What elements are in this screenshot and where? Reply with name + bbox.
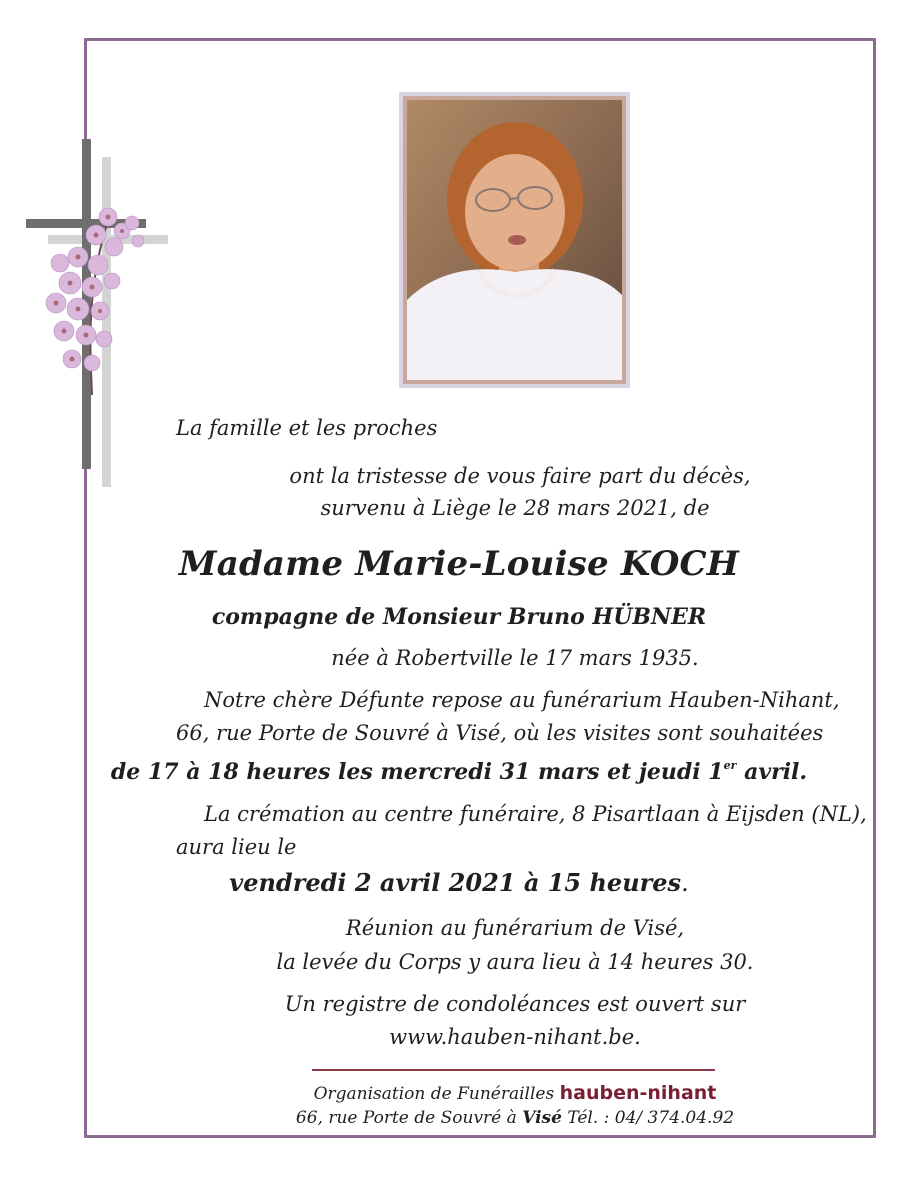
brand-logo: hauben-nihant	[559, 1082, 717, 1104]
visits-end: avril.	[736, 759, 808, 785]
cross-with-orchids-icon	[20, 135, 180, 495]
cremation-date: vendredi 2 avril 2021 à 15 heures	[229, 868, 682, 897]
cremation-date-line	[0, 868, 918, 897]
meeting-line-1: Réunion au funérarium de Visé,	[345, 916, 685, 940]
portrait-frame	[399, 92, 630, 388]
cremation-line-1: La crémation au centre funéraire, 8 Pisartlaan à Eijsden (NL),	[204, 802, 867, 826]
rest-line-1: Notre chère Défunte repose au funérarium Hauben-Nihant,	[204, 688, 840, 712]
footer-address	[0, 1108, 918, 1128]
visits-text: de 17 à 18 heures les mercredi 31 mars et jeudi 1	[110, 759, 724, 785]
footer-divider	[312, 1069, 715, 1071]
partner-line: compagne de Monsieur Bruno HÜBNER	[211, 604, 707, 630]
register-link[interactable]: www.hauben-nihant.be.	[389, 1025, 641, 1049]
deceased-name: Madame Marie-Louise KOCH	[178, 544, 740, 584]
birth-line: née à Robertville le 17 mars 1935.	[331, 646, 699, 670]
cremation-line-2: aura lieu le	[176, 835, 297, 859]
portrait-photo	[403, 96, 626, 384]
rest-line-2: 66, rue Porte de Souvré à Visé, où les visites sont souhaitées	[176, 721, 824, 745]
announcement-line-1: ont la tristesse de vous faire part du décès,	[289, 464, 751, 488]
footer-phone: Tél. : 04/ 374.04.92	[561, 1108, 735, 1128]
meeting-line-2: la levée du Corps y aura lieu à 14 heures 30.	[276, 950, 754, 974]
register-line-1: Un registre de condoléances est ouvert sur	[284, 992, 746, 1016]
announcement-line-2: survenu à Liège le 28 mars 2021, de	[320, 496, 710, 520]
footer-org-label: Organisation de Funérailles	[313, 1084, 560, 1104]
footer-address-prefix: 66, rue Porte de Souvré à	[295, 1108, 523, 1128]
intro-line: La famille et les proches	[176, 416, 438, 440]
visits-superscript: er	[723, 759, 737, 772]
footer-organisation	[0, 1082, 918, 1104]
footer-city: Visé	[522, 1108, 562, 1128]
cremation-period: .	[681, 869, 689, 897]
visits-line	[0, 759, 918, 785]
